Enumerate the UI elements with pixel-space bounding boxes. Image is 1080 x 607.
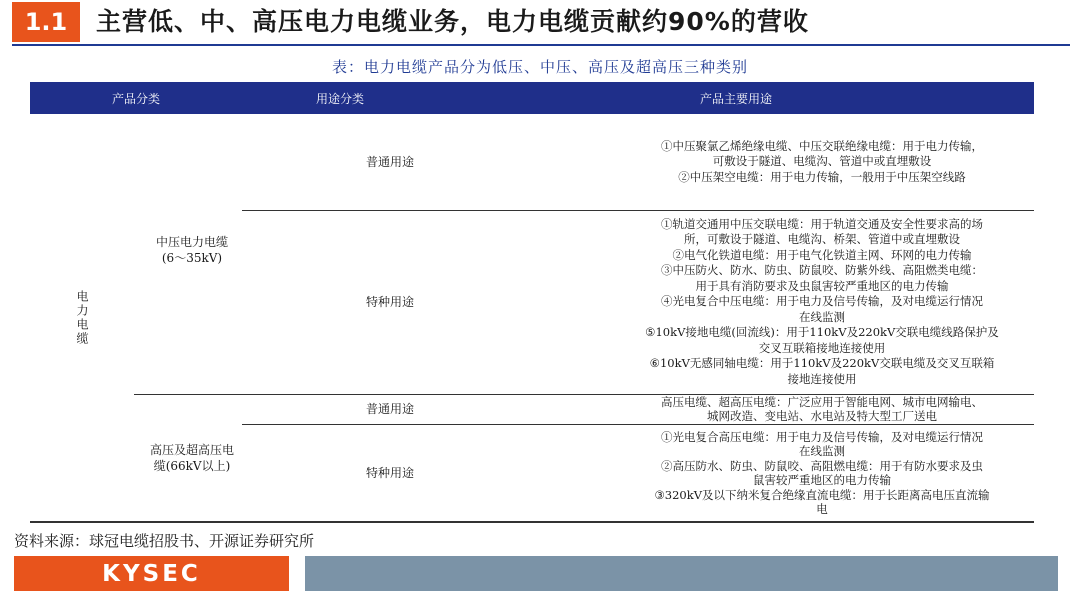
table-bottom-rule [30,521,1034,523]
page-title: 主营低、中、高压电力电缆业务，电力电缆贡献约90%的营收 [96,7,809,36]
row-divider [242,424,1034,425]
header [0,0,1080,46]
group-name-high-voltage: 高压及超高压电 缆(66kV以上) [149,443,234,473]
category-cell: 电力电缆 [75,290,89,346]
group-name-medium-voltage: 中压电力电缆 (6～35kV) [155,235,228,265]
footer-logo-box [14,556,289,591]
column-header-main-usage: 产品主要用途 [699,91,772,106]
usage-cell: 特种用途 [365,466,414,480]
column-header-usage: 用途分类 [315,91,364,106]
section-number-badge: 1.1 [12,2,80,42]
column-header-category: 产品分类 [111,91,160,106]
footer-band [305,556,1058,591]
row-divider [134,394,1034,395]
table-caption: 表：电力电缆产品分为低压、中压、高压及超高压三种类别 [331,58,748,76]
usage-details-cell: ①光电复合高压电缆：用于电力及信号传输，及对电缆运行情况 在线监测 ②高压防水、防虫、防鼠咬、高阻燃电缆：用于有防水要求及虫 鼠害较严重地区的电力传输 ③320kV及以下纳米复合绝缘直流电缆：用于长距离高电压直流输 电 [654,429,990,516]
usage-details-cell: 高压电缆、超高压电缆：广泛应用于智能电网、城市电网输电、 城网改造、变电站、水电站及特大型工厂送电 [661,394,983,423]
usage-details-cell: ①中压聚氯乙烯绝缘电缆、中压交联绝缘电缆：用于电力传输， 可敷设于隧道、电缆沟、管道中或直埋敷设 ②中压架空电缆：用于电力传输，一般用于中压架空线路 [661,138,983,184]
header-divider [12,44,1070,46]
usage-cell: 普通用途 [365,402,414,416]
table-header-row [30,82,1034,114]
usage-details-cell: ①轨道交通用中压交联电缆：用于轨道交通及安全性要求高的场 所，可敷设于隧道、电缆沟、桥架、管道中或直埋敷设 ②电气化铁道电缆：用于电气化铁道主网、环网的电力传输 ③中压防火、防水、防虫、防鼠咬、防紫外线、高阻燃类电缆： 用于具有消防要求及虫鼠害较严重地区的电力传输 ④光电复合中压电缆：用于电力及信号传输，及对电缆运行情况 在线监测 ⑤10kV接地电缆(回流线)：用于110kV及220kV交联电缆线路保护及 交叉互联箱接地连接使用 ⑥10kV无感同轴电缆：用于110kV及220kV交联电缆及交叉互联箱 接地连接使用 [645,216,999,386]
usage-cell: 特种用途 [365,295,414,309]
row-divider [242,210,1034,211]
usage-cell: 普通用途 [365,155,414,169]
source-note: 资料来源：球冠电缆招股书、开源证券研究所 [14,532,315,550]
brand-logo: KYSEC [102,560,201,587]
product-table [30,82,1034,522]
